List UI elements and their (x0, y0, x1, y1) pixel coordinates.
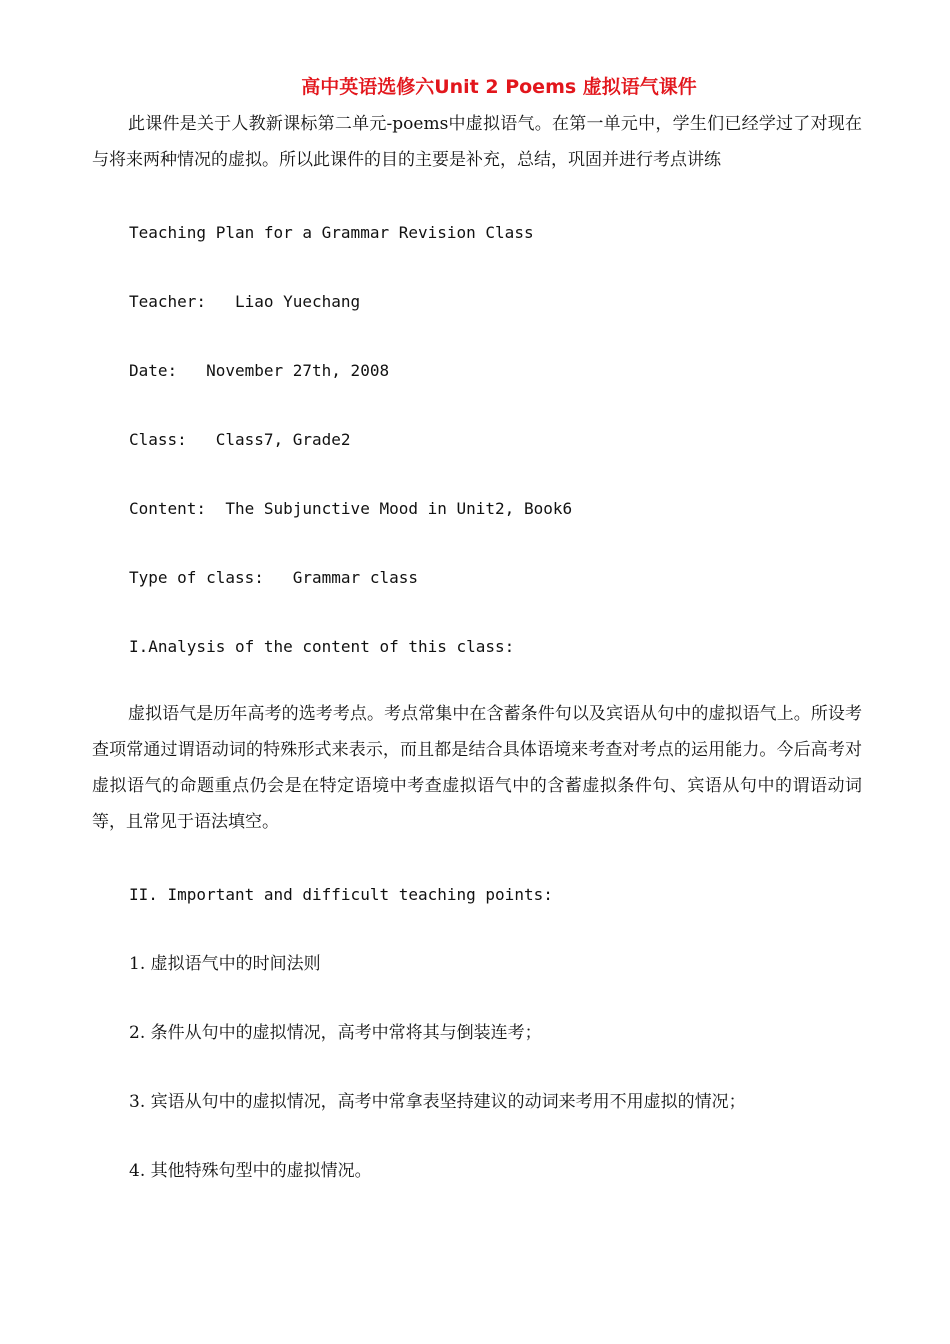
intro-paragraph: 此课件是关于人教新课标第二单元-poems中虚拟语气。在第一单元中，学生们已经学过了对现在与将来两种情况的虚拟。所以此课件的目的主要是补充，总结，巩固并进行考点讲练 (92, 114, 862, 170)
teaching-point-3: 3. 宾语从句中的虚拟情况，高考中常拿表坚持建议的动词来考用不用虚拟的情况； (129, 1092, 746, 1112)
date-line: Date: November 27th, 2008 (129, 361, 390, 380)
section1-paragraph: 虚拟语气是历年高考的选考考点。考点常集中在含蓄条件句以及宾语从句中的虚拟语气上。所设考查项常通过谓语动词的特殊形式来表示，而且都是结合具体语境来考查对考点的运用能力。今后高考对虚拟语气的命题重点仍会是在特定语境中考查虚拟语气中的含蓄虚拟条件句、宾语从句中的谓语动词等，且常见于语法填空。 (92, 704, 862, 832)
content-line: Content: The Subjunctive Mood in Unit2, Book6 (129, 499, 573, 518)
section1-heading: I.Analysis of the content of this class: (129, 637, 515, 656)
section2-heading: II. Important and difficult teaching points: (129, 885, 553, 904)
teaching-point-2: 2. 条件从句中的虚拟情况，高考中常将其与倒装连考； (129, 1023, 542, 1043)
type-line: Type of class: Grammar class (129, 568, 418, 587)
document-title: 高中英语选修六Unit 2 Poems 虚拟语气课件 (301, 76, 697, 98)
teaching-point-4: 4. 其他特殊句型中的虚拟情况。 (129, 1161, 372, 1181)
teacher-line: Teacher: Liao Yuechang (129, 292, 361, 311)
plan-heading: Teaching Plan for a Grammar Revision Class (129, 223, 534, 242)
class-line: Class: Class7, Grade2 (129, 430, 351, 449)
teaching-point-1: 1. 虚拟语气中的时间法则 (129, 954, 321, 974)
